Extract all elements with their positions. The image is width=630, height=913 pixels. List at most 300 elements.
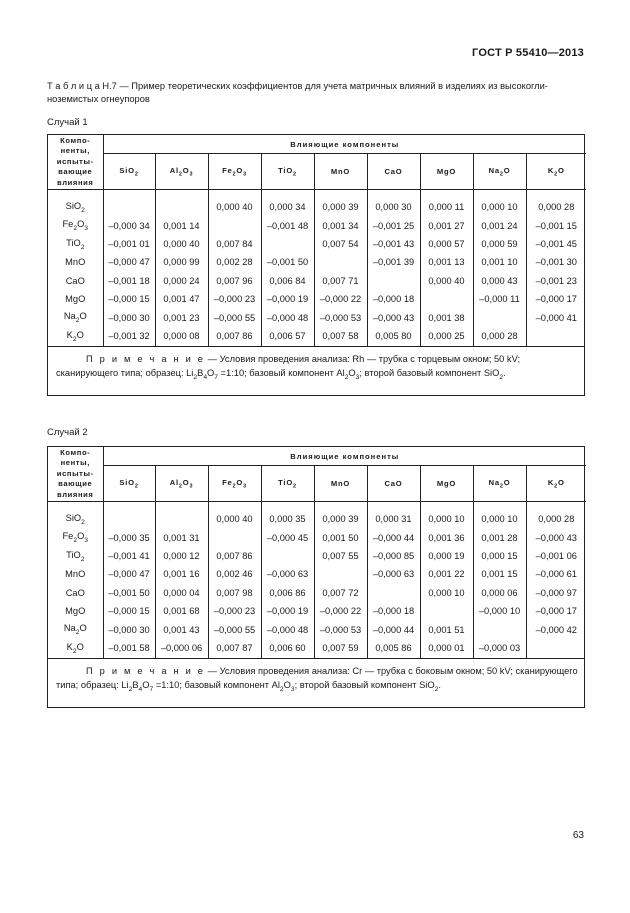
column-header bbox=[261, 154, 314, 190]
coefficient-cell: 0,007 59 bbox=[314, 639, 367, 658]
formula-text: Al bbox=[169, 477, 179, 487]
note-text: =1:10; базовый компонент Al bbox=[153, 679, 280, 690]
coefficient-cell: –0,001 18 bbox=[103, 272, 155, 290]
coefficient-cell bbox=[103, 510, 155, 528]
coefficient-cell: 0,001 50 bbox=[314, 528, 367, 546]
table-caption bbox=[47, 80, 585, 106]
coefficient-cell: 0,001 10 bbox=[473, 253, 526, 271]
coefficient-cell: 0,007 55 bbox=[314, 547, 367, 565]
coefficient-cell: 0,007 72 bbox=[314, 584, 367, 602]
coefficient-cell: –0,001 50 bbox=[261, 253, 314, 271]
coefficient-cell: 0,001 24 bbox=[473, 216, 526, 234]
header-influencing-components: Влияющие компоненты bbox=[103, 447, 586, 466]
note-subscript: 2 bbox=[279, 685, 284, 693]
formula-subscript: 3 bbox=[243, 483, 247, 490]
coefficient-cell: 0,007 86 bbox=[208, 327, 261, 346]
note-text: O bbox=[207, 367, 215, 378]
coefficient-cell: 0,000 57 bbox=[420, 235, 473, 253]
note-text: B bbox=[197, 367, 204, 378]
coefficient-cell: –0,000 41 bbox=[535, 312, 577, 323]
formula-text: K bbox=[547, 477, 555, 487]
formula-text: O bbox=[77, 219, 85, 230]
coefficient-cell: –0,001 41 bbox=[103, 547, 155, 565]
coefficient-cell: 0,001 23 bbox=[155, 308, 208, 326]
header-affecting-components bbox=[48, 135, 103, 190]
coefficient-cell: 0,001 13 bbox=[420, 253, 473, 271]
coefficient-cell: 0,001 16 bbox=[155, 565, 208, 583]
coefficient-cell bbox=[367, 272, 420, 290]
coefficient-cell: –0,001 06 bbox=[535, 550, 577, 561]
note-subscript: 7 bbox=[149, 685, 154, 693]
coefficient-cell: 0,007 87 bbox=[208, 639, 261, 658]
coefficient-cell bbox=[103, 198, 155, 216]
coefficients-table bbox=[48, 447, 586, 658]
formula-subscript: 2 bbox=[72, 335, 77, 343]
formula-text: Al bbox=[169, 165, 179, 175]
formula-text: MgO bbox=[65, 606, 86, 617]
formula-text: TiO bbox=[278, 477, 294, 487]
formula-text: O bbox=[77, 531, 85, 542]
coefficient-cell: 0,000 08 bbox=[155, 327, 208, 346]
row-component-label bbox=[48, 602, 103, 620]
coefficient-cell bbox=[208, 528, 261, 546]
coefficient-cell: 0,000 11 bbox=[420, 198, 473, 216]
note-text: O bbox=[348, 367, 356, 378]
formula-text: MnO bbox=[330, 479, 351, 488]
row-component-label bbox=[48, 235, 103, 253]
coefficient-cell: –0,000 42 bbox=[535, 624, 577, 635]
column-header bbox=[208, 154, 261, 190]
coefficient-cell: 0,000 19 bbox=[420, 547, 473, 565]
formula-text: O bbox=[76, 641, 84, 652]
coefficient-cell: 0,007 58 bbox=[314, 327, 367, 346]
formula-text: Fe bbox=[62, 531, 74, 542]
coefficient-cell: –0,000 15 bbox=[103, 290, 155, 308]
coefficient-cell: 0,000 59 bbox=[473, 235, 526, 253]
formula-text: O bbox=[182, 165, 190, 175]
column-header bbox=[420, 154, 473, 190]
coefficient-cell: 0,000 28 bbox=[538, 514, 575, 525]
coefficient-cell: 0,000 10 bbox=[420, 584, 473, 602]
note-text: — Условия проведения анализа: Cr — трубка с боковым окном; 50 kV; сканирующего типа; образец: Li bbox=[56, 666, 578, 690]
formula-subscript: 2 bbox=[73, 225, 78, 233]
coefficient-cell: –0,000 85 bbox=[367, 547, 420, 565]
coefficient-cell: –0,001 58 bbox=[103, 639, 155, 658]
coefficient-cell: 0,000 12 bbox=[155, 547, 208, 565]
note-subscript: 2 bbox=[344, 373, 349, 381]
coefficient-cell bbox=[314, 253, 367, 271]
coefficient-cell: –0,001 01 bbox=[103, 235, 155, 253]
row-component-label bbox=[48, 308, 103, 326]
formula-text: K bbox=[547, 165, 555, 175]
coefficient-cell: 0,007 98 bbox=[208, 584, 261, 602]
table-note bbox=[48, 658, 584, 707]
note-text: ; второй базовый компонент SiO bbox=[294, 679, 435, 690]
column-header bbox=[155, 154, 208, 190]
coefficient-cell: 0,001 15 bbox=[473, 565, 526, 583]
formula-text: MnO bbox=[65, 257, 86, 268]
coefficient-cell: –0,000 43 bbox=[535, 532, 577, 543]
coefficient-cell: 0,000 15 bbox=[473, 547, 526, 565]
formula-text: O bbox=[79, 623, 87, 634]
coefficient-cell: 0,000 28 bbox=[473, 327, 526, 346]
note-subscript: 2 bbox=[434, 685, 439, 693]
row-component-label bbox=[48, 272, 103, 290]
formula-subscript: 2 bbox=[293, 483, 297, 490]
header-influencing-components: Влияющие компоненты bbox=[103, 135, 586, 154]
table-row bbox=[48, 510, 586, 528]
coefficient-cell: –0,000 15 bbox=[103, 602, 155, 620]
coefficient-cell: 0,001 28 bbox=[473, 528, 526, 546]
column-header bbox=[473, 154, 526, 190]
note-subscript: 3 bbox=[355, 373, 360, 381]
coefficient-cell: 0,000 10 bbox=[420, 510, 473, 528]
coefficient-cell: 0,002 28 bbox=[208, 253, 261, 271]
formula-text: O bbox=[76, 329, 84, 340]
row-component-label bbox=[48, 253, 103, 271]
coefficient-cell: 0,007 96 bbox=[208, 272, 261, 290]
coefficient-cell: 0,006 60 bbox=[261, 639, 314, 658]
coefficient-cell: 0,000 35 bbox=[261, 510, 314, 528]
formula-text: O bbox=[182, 477, 190, 487]
coefficient-cell bbox=[420, 290, 473, 308]
row-component-label bbox=[48, 216, 103, 234]
coefficient-cell: 0,007 54 bbox=[314, 235, 367, 253]
column-header bbox=[155, 466, 208, 502]
note-text: O bbox=[283, 679, 291, 690]
table-row bbox=[48, 639, 586, 658]
row-component-label bbox=[48, 620, 103, 638]
row-component-label bbox=[48, 327, 103, 346]
coefficient-cell: –0,000 61 bbox=[535, 569, 577, 580]
coefficient-cell: –0,001 39 bbox=[367, 253, 420, 271]
header-line: вающие bbox=[58, 167, 93, 177]
note-subscript: 4 bbox=[138, 685, 143, 693]
coefficient-cell: –0,000 17 bbox=[535, 294, 577, 305]
formula-text: Fe bbox=[222, 165, 233, 175]
coefficient-cell bbox=[314, 565, 367, 583]
column-header bbox=[103, 466, 155, 502]
coefficient-cell: –0,000 11 bbox=[473, 290, 526, 308]
coefficient-cell bbox=[261, 235, 314, 253]
coefficient-cell: –0,000 06 bbox=[155, 639, 208, 658]
column-header bbox=[367, 466, 420, 502]
formula-subscript: 2 bbox=[81, 518, 85, 526]
coefficient-cell: 0,001 31 bbox=[155, 528, 208, 546]
coefficient-cell: 0,000 43 bbox=[473, 272, 526, 290]
coefficients-table bbox=[48, 135, 586, 346]
table-row bbox=[48, 308, 586, 326]
coefficient-cell: –0,001 25 bbox=[367, 216, 420, 234]
table-row bbox=[48, 528, 586, 546]
column-header bbox=[261, 466, 314, 502]
formula-subscript: 2 bbox=[80, 555, 85, 563]
coefficient-cell: 0,001 68 bbox=[155, 602, 208, 620]
coefficient-cell: 0,001 43 bbox=[155, 620, 208, 638]
coefficient-cell: 0,000 30 bbox=[367, 198, 420, 216]
coefficient-cell bbox=[208, 216, 261, 234]
row-component-label bbox=[48, 547, 103, 565]
formula-text: SiO bbox=[65, 200, 82, 211]
coefficient-cell: –0,000 18 bbox=[367, 290, 420, 308]
formula-text: O bbox=[236, 477, 244, 487]
coefficient-cell: –0,001 15 bbox=[535, 220, 577, 231]
coefficient-cell: –0,000 53 bbox=[314, 308, 367, 326]
column-header bbox=[420, 466, 473, 502]
column-header bbox=[314, 466, 367, 502]
coefficient-cell: –0,000 22 bbox=[314, 602, 367, 620]
formula-text: O bbox=[79, 311, 87, 322]
coefficient-cell: 0,000 34 bbox=[261, 198, 314, 216]
formula-text: MnO bbox=[65, 569, 86, 580]
coefficient-cell: –0,001 30 bbox=[535, 257, 577, 268]
coefficient-cell: 0,000 40 bbox=[420, 272, 473, 290]
row-component-label bbox=[48, 528, 103, 546]
coefficient-cell: –0,000 10 bbox=[473, 602, 526, 620]
formula-subscript: 2 bbox=[232, 171, 237, 178]
table-row bbox=[48, 235, 586, 253]
coefficient-cell: 0,000 24 bbox=[155, 272, 208, 290]
table-row bbox=[48, 216, 586, 234]
note-subscript: 2 bbox=[193, 373, 198, 381]
column-header bbox=[473, 466, 526, 502]
formula-text: CaO bbox=[65, 275, 85, 286]
header-line: вающие bbox=[58, 479, 93, 489]
coefficient-cell: 0,000 28 bbox=[538, 202, 575, 213]
formula-text: SiO bbox=[119, 477, 135, 487]
table-row bbox=[48, 253, 586, 271]
coefficient-cell: 0,000 10 bbox=[473, 510, 526, 528]
note-text: — Условия проведения анализа: Rh — трубка с торцевым окном; 50 kV; сканирующего типа; образец: Li bbox=[56, 354, 521, 378]
coefficient-cell: –0,000 44 bbox=[367, 528, 420, 546]
table-row bbox=[48, 290, 586, 308]
coefficient-cell bbox=[526, 327, 586, 346]
coefficient-cell: –0,000 30 bbox=[103, 308, 155, 326]
formula-subscript: 2 bbox=[81, 206, 85, 214]
coefficient-cell: –0,000 18 bbox=[367, 602, 420, 620]
coefficient-cell: –0,000 03 bbox=[473, 639, 526, 658]
formula-text: MgO bbox=[436, 167, 457, 176]
coefficient-cell: –0,000 97 bbox=[535, 587, 577, 598]
column-header bbox=[526, 154, 586, 190]
formula-subscript: 2 bbox=[73, 537, 78, 545]
header-line: влияния bbox=[57, 177, 94, 187]
coefficient-cell: –0,000 23 bbox=[208, 602, 261, 620]
formula-text: MgO bbox=[65, 294, 86, 305]
formula-text: TiO bbox=[278, 165, 294, 175]
table-row bbox=[48, 565, 586, 583]
caption-text: Н.7 — Пример теоретических коэффициентов для учета матричных влияний в изделиях из высокогли-ноземистых огнеупоров bbox=[47, 81, 548, 104]
header-line: испыты- bbox=[56, 468, 94, 478]
formula-subscript: 2 bbox=[75, 316, 80, 324]
coefficient-cell bbox=[420, 602, 473, 620]
formula-subscript: 3 bbox=[243, 171, 247, 178]
coefficient-cell: 0,000 40 bbox=[208, 198, 261, 216]
formula-text: TiO bbox=[66, 237, 81, 248]
coefficient-cell: 0,001 27 bbox=[420, 216, 473, 234]
coefficient-cell: 0,001 22 bbox=[420, 565, 473, 583]
formula-text: Fe bbox=[62, 219, 74, 230]
coefficient-cell bbox=[526, 639, 586, 658]
coefficient-cell: 0,005 80 bbox=[367, 327, 420, 346]
row-component-label bbox=[48, 584, 103, 602]
coefficient-cell: 0,000 06 bbox=[473, 584, 526, 602]
formula-subscript: 2 bbox=[499, 483, 504, 490]
header-line: Компо- bbox=[60, 135, 91, 145]
coefficient-cell: 0,001 34 bbox=[314, 216, 367, 234]
coefficient-cell: –0,001 43 bbox=[367, 235, 420, 253]
coefficient-cell bbox=[155, 510, 208, 528]
coefficient-cell: 0,000 99 bbox=[155, 253, 208, 271]
column-header bbox=[526, 466, 586, 502]
table-row bbox=[48, 602, 586, 620]
coefficient-cell: –0,000 47 bbox=[103, 565, 155, 583]
formula-subscript: 2 bbox=[293, 171, 297, 178]
row-component-label bbox=[48, 565, 103, 583]
coefficient-cell: 0,001 51 bbox=[420, 620, 473, 638]
row-component-label bbox=[48, 290, 103, 308]
coefficient-cell: 0,000 40 bbox=[155, 235, 208, 253]
coefficient-cell: –0,000 35 bbox=[103, 528, 155, 546]
formula-text: Na bbox=[488, 477, 500, 487]
header-line: ненты, bbox=[60, 146, 90, 156]
table-row bbox=[48, 327, 586, 346]
coefficient-cell: –0,001 23 bbox=[535, 275, 577, 286]
coefficient-cell bbox=[473, 308, 526, 326]
header-line: испыты- bbox=[56, 156, 94, 166]
row-component-label bbox=[48, 198, 103, 216]
coefficient-cell: –0,000 47 bbox=[103, 253, 155, 271]
formula-subscript: 2 bbox=[72, 647, 77, 655]
coefficient-cell: –0,000 55 bbox=[208, 308, 261, 326]
coefficient-cell: –0,000 55 bbox=[208, 620, 261, 638]
coefficient-cell: 0,001 36 bbox=[420, 528, 473, 546]
coefficient-cell: 0,001 38 bbox=[420, 308, 473, 326]
case-table-block bbox=[47, 134, 585, 396]
formula-text: Na bbox=[488, 165, 500, 175]
coefficient-cell: –0,000 45 bbox=[261, 528, 314, 546]
formula-text: O bbox=[503, 477, 511, 487]
coefficient-cell: 0,006 57 bbox=[261, 327, 314, 346]
coefficient-cell bbox=[367, 584, 420, 602]
coefficient-cell: 0,007 84 bbox=[208, 235, 261, 253]
note-subscript: 2 bbox=[499, 373, 504, 381]
formula-text: K bbox=[66, 329, 73, 340]
table-row bbox=[48, 272, 586, 290]
note-text: . bbox=[503, 367, 506, 378]
header-line: Компо- bbox=[60, 447, 91, 457]
note-text: ; второй базовый компонент SiO bbox=[359, 367, 500, 378]
coefficient-cell: 0,005 86 bbox=[367, 639, 420, 658]
formula-text: O bbox=[503, 165, 511, 175]
formula-text: CaO bbox=[65, 587, 85, 598]
formula-subscript: 2 bbox=[554, 483, 558, 490]
coefficient-cell: 0,000 25 bbox=[420, 327, 473, 346]
coefficient-cell: –0,000 23 bbox=[208, 290, 261, 308]
coefficient-cell: 0,000 40 bbox=[208, 510, 261, 528]
note-subscript: 2 bbox=[128, 685, 133, 693]
column-header bbox=[103, 154, 155, 190]
formula-subscript: 3 bbox=[84, 225, 89, 233]
case-2-label: Случай 2 bbox=[47, 427, 88, 438]
coefficient-cell: 0,000 39 bbox=[314, 510, 367, 528]
coefficient-cell: 0,000 04 bbox=[155, 584, 208, 602]
coefficient-cell: 0,000 39 bbox=[314, 198, 367, 216]
formula-text: CaO bbox=[384, 167, 403, 176]
coefficient-cell: –0,000 48 bbox=[261, 620, 314, 638]
formula-text: O bbox=[236, 165, 244, 175]
coefficient-cell: –0,000 63 bbox=[367, 565, 420, 583]
coefficient-cell: 0,002 46 bbox=[208, 565, 261, 583]
header-line: ненты, bbox=[60, 458, 90, 468]
coefficient-cell: 0,007 86 bbox=[208, 547, 261, 565]
formula-text: MgO bbox=[436, 479, 457, 488]
note-label: П р и м е ч а н и е bbox=[86, 354, 206, 365]
coefficient-cell: –0,000 19 bbox=[261, 290, 314, 308]
coefficient-cell: 0,006 86 bbox=[261, 584, 314, 602]
header-line: влияния bbox=[57, 489, 94, 499]
coefficient-cell: –0,000 53 bbox=[314, 620, 367, 638]
table-row bbox=[48, 547, 586, 565]
formula-text: SiO bbox=[119, 165, 135, 175]
formula-text: O bbox=[558, 165, 565, 175]
formula-text: Na bbox=[63, 311, 76, 322]
formula-subscript: 2 bbox=[80, 243, 85, 251]
formula-text: CaO bbox=[384, 479, 403, 488]
coefficient-cell: 0,001 47 bbox=[155, 290, 208, 308]
note-label: П р и м е ч а н и е bbox=[86, 666, 206, 677]
coefficient-cell: –0,000 22 bbox=[314, 290, 367, 308]
note-text: O bbox=[142, 679, 150, 690]
coefficient-cell: 0,007 71 bbox=[314, 272, 367, 290]
coefficient-cell: 0,000 10 bbox=[473, 198, 526, 216]
formula-text: Na bbox=[63, 623, 76, 634]
table-row bbox=[48, 198, 586, 216]
case-table-block bbox=[47, 446, 585, 708]
note-text: . bbox=[438, 679, 441, 690]
coefficient-cell: –0,001 45 bbox=[535, 238, 577, 249]
note-subscript: 7 bbox=[214, 373, 219, 381]
formula-subscript: 2 bbox=[75, 628, 80, 636]
coefficient-cell: –0,001 48 bbox=[261, 216, 314, 234]
formula-subscript: 3 bbox=[84, 537, 89, 545]
formula-text: O bbox=[558, 477, 565, 487]
coefficient-cell: 0,000 01 bbox=[420, 639, 473, 658]
formula-subscript: 2 bbox=[134, 171, 139, 178]
coefficient-cell: 0,006 84 bbox=[261, 272, 314, 290]
coefficient-cell bbox=[261, 547, 314, 565]
coefficient-cell: 0,001 14 bbox=[155, 216, 208, 234]
row-component-label bbox=[48, 510, 103, 528]
document-standard-code: ГОСТ Р 55410—2013 bbox=[472, 47, 584, 59]
formula-text: MnO bbox=[330, 167, 351, 176]
formula-subscript: 2 bbox=[499, 171, 504, 178]
column-header bbox=[208, 466, 261, 502]
coefficient-cell: –0,000 44 bbox=[367, 620, 420, 638]
formula-subscript: 2 bbox=[134, 483, 139, 490]
coefficient-cell: –0,000 48 bbox=[261, 308, 314, 326]
page-number: 63 bbox=[572, 830, 584, 841]
note-text: =1:10; базовый компонент Al bbox=[218, 367, 345, 378]
note-text: B bbox=[132, 679, 139, 690]
coefficient-cell: –0,000 19 bbox=[261, 602, 314, 620]
formula-subscript: 3 bbox=[189, 171, 194, 178]
formula-subscript: 2 bbox=[554, 171, 558, 178]
coefficient-cell: –0,001 32 bbox=[103, 327, 155, 346]
coefficient-cell: –0,000 34 bbox=[103, 216, 155, 234]
formula-subscript: 2 bbox=[178, 171, 183, 178]
formula-subscript: 3 bbox=[189, 483, 194, 490]
